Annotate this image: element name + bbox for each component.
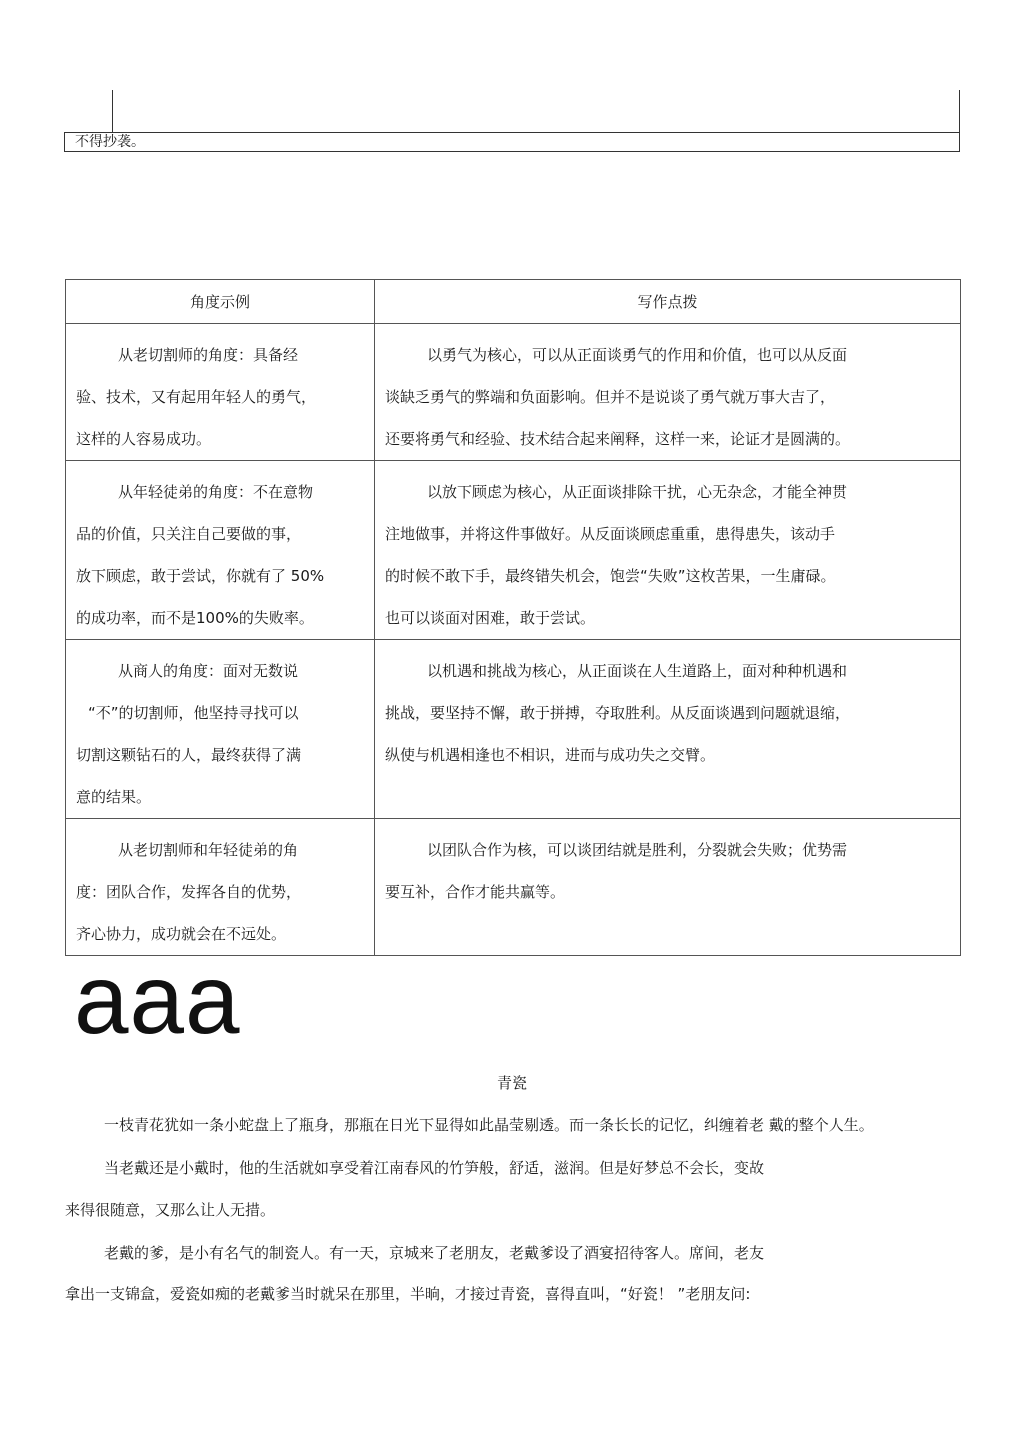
header-angle: 角度示例 <box>66 280 375 324</box>
tips-line: 还要将勇气和经验、技术结合起来阐释，这样一来，论证才是圆满的。 <box>385 430 851 448</box>
large-text: aaa <box>74 944 241 1054</box>
angle-line: 这样的人容易成功。 <box>76 430 212 448</box>
angle-cell <box>66 461 375 640</box>
paragraph-line: 一枝青花犹如一条小蛇盘上了瓶身，那瓶在日光下显得如此晶莹剔透。而一条长长的记忆，纠缠着老 戴的整个人生。 <box>104 1116 874 1134</box>
angle-line: 意的结果。 <box>76 788 152 806</box>
tips-line: 也可以谈面对困难，敢于尝试。 <box>385 609 596 627</box>
table-row <box>66 640 961 819</box>
angle-line: 从年轻徒弟的角度：不在意物 <box>118 483 314 501</box>
fragment-text: 不得抄袭。 <box>75 134 145 150</box>
angle-cell <box>66 324 375 461</box>
angle-cell <box>66 819 375 956</box>
paragraph-line: 当老戴还是小戴时，他的生活就如享受着江南春风的竹笋般，舒适，滋润。但是好梦总不会长，变故 <box>104 1159 765 1177</box>
table-fragment-border <box>112 90 113 132</box>
angle-line: 的成功率，而不是100%的失败率。 <box>76 609 314 627</box>
table-row <box>66 819 961 956</box>
angle-tips-table <box>65 279 961 956</box>
table-fragment-cell <box>64 132 960 152</box>
tips-line: 要互补，合作才能共赢等。 <box>385 883 566 901</box>
table-header-row <box>66 280 961 324</box>
tips-cell <box>375 461 961 640</box>
tips-line: 以勇气为核心，可以从正面谈勇气的作用和价值，也可以从反面 <box>427 346 848 364</box>
paragraph-line: 老戴的爹，是小有名气的制瓷人。有一天，京城来了老朋友，老戴爹设了酒宴招待客人。席间，老友 <box>104 1244 765 1262</box>
tips-cell <box>375 819 961 956</box>
paragraph-line: 拿出一支锦盒，爱瓷如痴的老戴爹当时就呆在那里，半晌，才接过青瓷，喜得直叫，“好瓷！ ”老朋友问: <box>65 1285 751 1303</box>
angle-line: 品的价值，只关注自己要做的事， <box>76 525 302 543</box>
tips-cell <box>375 640 961 819</box>
tips-line: 以放下顾虑为核心，从正面谈排除干扰，心无杂念，才能全神贯 <box>427 483 848 501</box>
tips-line: 注地做事，并将这件事做好。从反面谈顾虑重重，患得患失，该动手 <box>385 525 836 543</box>
tips-line: 纵使与机遇相逢也不相识，进而与成功失之交臂。 <box>385 746 716 764</box>
angle-cell <box>66 640 375 819</box>
angle-line: 度：团队合作，发挥各自的优势， <box>76 883 302 901</box>
tips-line: 谈缺乏勇气的弊端和负面影响。但并不是说谈了勇气就万事大吉了， <box>385 388 836 406</box>
paragraph-line: 来得很随意，又那么让人无措。 <box>65 1201 276 1219</box>
angle-line: “不”的切割师，他坚持寻找可以 <box>88 704 299 722</box>
tips-cell <box>375 324 961 461</box>
table-row <box>66 324 961 461</box>
tips-line: 以团队合作为核，可以谈团结就是胜利，分裂就会失败；优势需 <box>427 841 848 859</box>
tips-line: 的时候不敢下手，最终错失机会，饱尝“失败”这枚苦果，一生庸碌。 <box>385 567 836 585</box>
angle-line: 切割这颗钻石的人，最终获得了满 <box>76 746 302 764</box>
story-title: 青瓷 <box>496 1074 527 1092</box>
tips-line: 以机遇和挑战为核心，从正面谈在人生道路上，面对种种机遇和 <box>427 662 848 680</box>
header-tips: 写作点拨 <box>375 280 961 324</box>
angle-line: 齐心协力，成功就会在不远处。 <box>76 925 287 943</box>
table-row <box>66 461 961 640</box>
tips-line: 挑战，要坚持不懈，敢于拼搏，夺取胜利。从反面谈遇到问题就退缩， <box>385 704 851 722</box>
angle-line: 从商人的角度：面对无数说 <box>118 662 299 680</box>
angle-line: 验、技术，又有起用年轻人的勇气， <box>76 388 317 406</box>
angle-line: 从老切割师的角度：具备经 <box>118 346 299 364</box>
angle-line: 从老切割师和年轻徒弟的角 <box>118 841 299 859</box>
angle-line: 放下顾虑，敢于尝试，你就有了 50% <box>76 567 325 585</box>
table-fragment-border <box>959 90 960 132</box>
